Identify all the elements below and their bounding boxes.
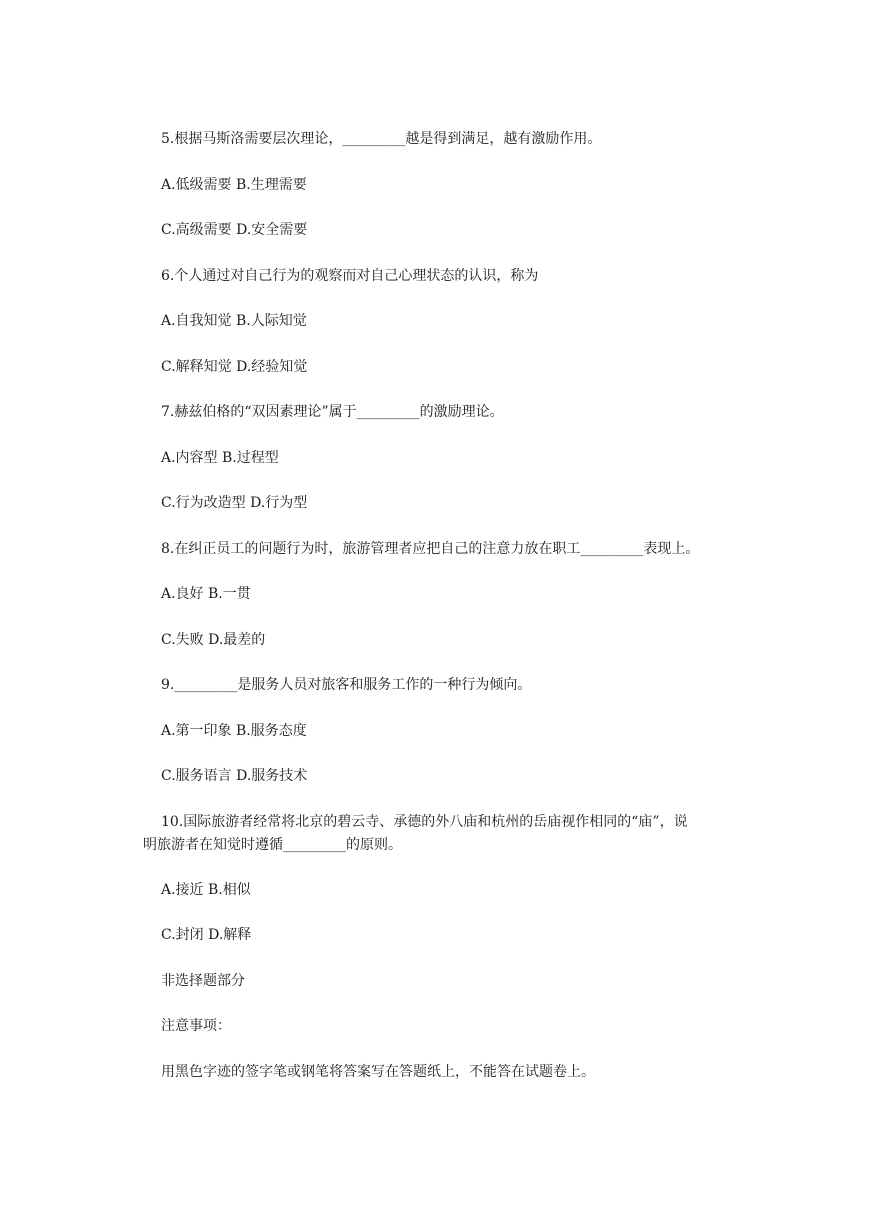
question-5-options-ab: A.低级需要 B.生理需要 — [161, 177, 307, 193]
question-5: 5.根据马斯洛需要层次理论，_________越是得到满足，越有激励作用。 — [161, 131, 602, 147]
question-6-options-cd: C.解释知觉 D.经验知觉 — [161, 359, 308, 375]
question-7: 7.赫兹伯格的“双因素理论”属于_________的激励理论。 — [161, 404, 504, 420]
question-9-options-cd: C.服务语言 D.服务技术 — [161, 768, 308, 784]
section-title: 非选择题部分 — [161, 973, 245, 989]
question-7-options-ab: A.内容型 B.过程型 — [161, 450, 279, 466]
question-10-line-2: 明旅游者在知觉时遵循_________的原则。 — [143, 837, 402, 853]
question-6: 6.个人通过对自己行为的观察而对自己心理状态的认识，称为 — [161, 268, 539, 284]
notes-text: 用黑色字迹的签字笔或钢笔将答案写在答题纸上，不能答在试题卷上。 — [161, 1064, 595, 1080]
notes-title: 注意事项： — [161, 1018, 231, 1034]
question-7-options-cd: C.行为改造型 D.行为型 — [161, 495, 308, 511]
question-10-options-cd: C.封闭 D.解释 — [161, 927, 252, 943]
question-9-options-ab: A.第一印象 B.服务态度 — [161, 723, 307, 739]
question-8-options-ab: A.良好 B.一贯 — [161, 586, 251, 602]
question-6-options-ab: A.自我知觉 B.人际知觉 — [161, 313, 307, 329]
question-9: 9._________是服务人员对旅客和服务工作的一种行为倾向。 — [161, 677, 532, 693]
question-8: 8.在纠正员工的问题行为时，旅游管理者应把自己的注意力放在职工_________表现上。 — [161, 541, 700, 557]
question-10-options-ab: A.接近 B.相似 — [161, 882, 251, 898]
question-10-line-1: 10.国际旅游者经常将北京的碧云寺、承德的外八庙和杭州的岳庙视作相同的“庙”，说 — [161, 814, 688, 830]
question-5-options-cd: C.高级需要 D.安全需要 — [161, 222, 308, 238]
question-8-options-cd: C.失败 D.最差的 — [161, 632, 266, 648]
